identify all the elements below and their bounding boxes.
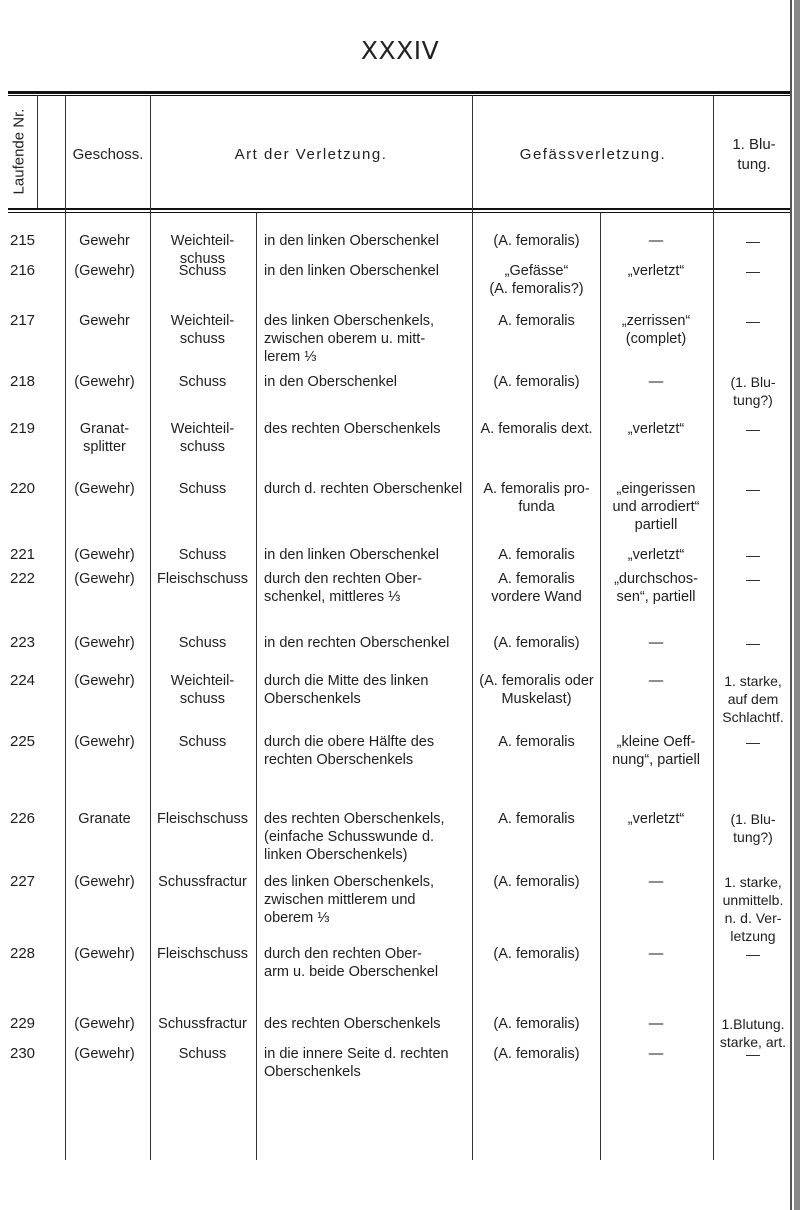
cell-blutung: 1. starke, unmittelb. n. d. Ver- letzung bbox=[722, 874, 784, 944]
cell-art: Fleischschuss bbox=[156, 571, 249, 587]
cell-gefasse: „Gefässe“ (A. femoralis?) bbox=[489, 263, 584, 297]
column-divider bbox=[256, 213, 257, 1160]
cell-gefasse: A. femoralis dext. bbox=[480, 421, 593, 437]
cell-art: Schuss bbox=[178, 547, 227, 563]
cell-location: des rechten Oberschenkels bbox=[264, 421, 441, 437]
cell-verletzung: — bbox=[648, 635, 664, 651]
header-bottom-rule-thin bbox=[8, 212, 791, 213]
cell-blutung: — bbox=[746, 1046, 760, 1062]
header-gefassverletzung: Gefässverletzung. bbox=[519, 146, 667, 163]
cell-row-number: 220 bbox=[10, 480, 36, 497]
cell-location: in den Oberschenkel bbox=[264, 374, 397, 390]
cell-blutung: — bbox=[746, 481, 760, 497]
cell-row-number: 222 bbox=[10, 570, 36, 587]
cell-blutung: — bbox=[746, 233, 760, 249]
cell-blutung: 1. starke, auf dem Schlachtf. bbox=[722, 673, 784, 725]
column-divider bbox=[37, 95, 38, 208]
cell-art: Fleischschuss bbox=[156, 946, 249, 962]
cell-verletzung: — bbox=[648, 673, 664, 689]
cell-geschoss: (Gewehr) bbox=[74, 635, 135, 651]
header-top-rule-thin bbox=[8, 95, 791, 96]
cell-art: Schuss bbox=[178, 734, 227, 750]
cell-geschoss: (Gewehr) bbox=[74, 874, 135, 890]
cell-art: Fleischschuss bbox=[156, 811, 249, 827]
cell-geschoss: Granat- splitter bbox=[79, 421, 130, 455]
cell-location: des rechten Oberschenkels, (einfache Schusswunde d. linken Oberschenkels) bbox=[264, 811, 445, 863]
cell-geschoss: (Gewehr) bbox=[74, 946, 135, 962]
cell-art: Weichteil- schuss bbox=[170, 233, 235, 267]
cell-gefasse: (A. femoralis) bbox=[493, 1016, 580, 1032]
cell-blutung: — bbox=[746, 946, 760, 962]
cell-location: des linken Oberschenkels, zwischen mittlerem und oberem ⅓ bbox=[264, 874, 435, 926]
cell-geschoss: Gewehr bbox=[79, 313, 130, 329]
cell-location: durch den rechten Ober- schenkel, mittleres ⅓ bbox=[264, 571, 422, 605]
cell-geschoss: (Gewehr) bbox=[74, 547, 135, 563]
cell-row-number: 219 bbox=[10, 420, 36, 437]
cell-location: des linken Oberschenkels, zwischen oberem u. mitt- lerem ⅓ bbox=[264, 313, 435, 365]
header-laufende-nr: Laufende Nr. bbox=[10, 108, 28, 194]
cell-gefasse: A. femoralis bbox=[498, 734, 575, 750]
cell-row-number: 217 bbox=[10, 312, 36, 329]
cell-art: Weichteil- schuss bbox=[170, 673, 235, 707]
cell-blutung: 1.Blutung. starke, art. bbox=[719, 1016, 787, 1050]
cell-verletzung: — bbox=[648, 1046, 664, 1062]
cell-blutung: — bbox=[746, 313, 760, 329]
page-title: XXXIV bbox=[360, 36, 440, 65]
cell-art: Schussfractur bbox=[158, 874, 247, 890]
cell-row-number: 230 bbox=[10, 1045, 36, 1062]
cell-verletzung: „verletzt“ bbox=[627, 811, 685, 827]
cell-geschoss: (Gewehr) bbox=[74, 673, 135, 689]
cell-blutung: — bbox=[746, 421, 760, 437]
cell-gefasse: (A. femoralis) bbox=[493, 1046, 580, 1062]
cell-art: Schuss bbox=[178, 1046, 227, 1062]
cell-geschoss: (Gewehr) bbox=[74, 1046, 135, 1062]
cell-geschoss: Granate bbox=[78, 811, 131, 827]
cell-row-number: 221 bbox=[10, 546, 36, 563]
cell-gefasse: A. femoralis bbox=[498, 811, 575, 827]
cell-row-number: 224 bbox=[10, 672, 36, 689]
cell-location: durch d. rechten Oberschenkel bbox=[264, 481, 463, 497]
cell-location: durch den rechten Ober- arm u. beide Oberschenkel bbox=[264, 946, 439, 980]
cell-blutung: (1. Blu- tung?) bbox=[730, 374, 776, 408]
cell-blutung: — bbox=[746, 734, 760, 750]
cell-row-number: 225 bbox=[10, 733, 36, 750]
cell-verletzung: „verletzt“ bbox=[627, 263, 685, 279]
header-art-der-verletzung: Art der Verletzung. bbox=[234, 146, 388, 163]
cell-art: Schuss bbox=[178, 635, 227, 651]
cell-location: in den linken Oberschenkel bbox=[264, 263, 439, 279]
cell-location: in den linken Oberschenkel bbox=[264, 547, 439, 563]
cell-blutung: — bbox=[746, 263, 760, 279]
header-top-rule bbox=[8, 91, 791, 94]
cell-verletzung: „durchschos- sen“, partiell bbox=[614, 571, 698, 605]
cell-row-number: 215 bbox=[10, 232, 36, 249]
cell-location: durch die Mitte des linken Oberschenkels bbox=[264, 673, 429, 707]
cell-gefasse: (A. femoralis) bbox=[493, 635, 580, 651]
cell-verletzung: — bbox=[648, 874, 664, 890]
cell-gefasse: (A. femoralis) bbox=[493, 946, 580, 962]
cell-geschoss: (Gewehr) bbox=[74, 571, 135, 587]
cell-location: in den rechten Oberschenkel bbox=[264, 635, 450, 651]
cell-verletzung: — bbox=[648, 374, 664, 390]
column-divider bbox=[472, 95, 473, 1160]
cell-geschoss: (Gewehr) bbox=[74, 481, 135, 497]
column-divider bbox=[65, 95, 66, 1160]
cell-row-number: 226 bbox=[10, 810, 36, 827]
cell-verletzung: — bbox=[648, 1016, 664, 1032]
cell-blutung: (1. Blu- tung?) bbox=[730, 811, 776, 845]
cell-row-number: 216 bbox=[10, 262, 36, 279]
cell-gefasse: A. femoralis bbox=[498, 313, 575, 329]
cell-blutung: — bbox=[746, 571, 760, 587]
cell-verletzung: — bbox=[648, 233, 664, 249]
cell-row-number: 228 bbox=[10, 945, 36, 962]
cell-art: Weichteil- schuss bbox=[170, 313, 235, 347]
cell-gefasse: (A. femoralis) bbox=[493, 233, 580, 249]
cell-gefasse: A. femoralis bbox=[498, 547, 575, 563]
cell-location: durch die obere Hälfte des rechten Oberschenkels bbox=[264, 734, 435, 768]
cell-verletzung: „zerrissen“ (complet) bbox=[621, 313, 691, 347]
cell-location: in den linken Oberschenkel bbox=[264, 233, 439, 249]
cell-art: Schuss bbox=[178, 374, 227, 390]
cell-art: Schuss bbox=[178, 481, 227, 497]
cell-gefasse: (A. femoralis) bbox=[493, 874, 580, 890]
cell-geschoss: (Gewehr) bbox=[74, 374, 135, 390]
cell-verletzung: „kleine Oeff- nung“, partiell bbox=[612, 734, 700, 768]
cell-verletzung: „eingerissen und arrodiert“ partiell bbox=[612, 481, 700, 533]
cell-art: Weichteil- schuss bbox=[170, 421, 235, 455]
cell-verletzung: „verletzt“ bbox=[627, 421, 685, 437]
header-geschoss: Geschoss. bbox=[72, 146, 144, 163]
cell-gefasse: (A. femoralis) bbox=[493, 374, 580, 390]
cell-row-number: 229 bbox=[10, 1015, 36, 1032]
cell-geschoss: (Gewehr) bbox=[74, 1016, 135, 1032]
cell-verletzung: — bbox=[648, 946, 664, 962]
cell-location: des rechten Oberschenkels bbox=[264, 1016, 441, 1032]
cell-row-number: 227 bbox=[10, 873, 36, 890]
column-divider bbox=[713, 95, 714, 1160]
cell-gefasse: A. femoralis vordere Wand bbox=[491, 571, 582, 605]
page-edge bbox=[794, 0, 800, 1210]
cell-blutung: — bbox=[746, 635, 760, 651]
cell-verletzung: „verletzt“ bbox=[627, 547, 685, 563]
cell-row-number: 218 bbox=[10, 373, 36, 390]
cell-blutung: — bbox=[746, 547, 760, 563]
header-bottom-rule bbox=[8, 208, 791, 210]
cell-geschoss: (Gewehr) bbox=[74, 734, 135, 750]
header-blutung: 1. Blu- tung. bbox=[732, 136, 776, 173]
cell-location: in die innere Seite d. rechten Oberschenkels bbox=[264, 1046, 449, 1080]
cell-art: Schuss bbox=[178, 263, 227, 279]
cell-art: Schussfractur bbox=[158, 1016, 247, 1032]
cell-gefasse: A. femoralis pro- funda bbox=[483, 481, 590, 515]
cell-geschoss: Gewehr bbox=[79, 233, 130, 249]
cell-geschoss: (Gewehr) bbox=[74, 263, 135, 279]
page-edge-line bbox=[790, 0, 792, 1210]
cell-gefasse: (A. femoralis oder Muskelast) bbox=[479, 673, 594, 707]
cell-row-number: 223 bbox=[10, 634, 36, 651]
